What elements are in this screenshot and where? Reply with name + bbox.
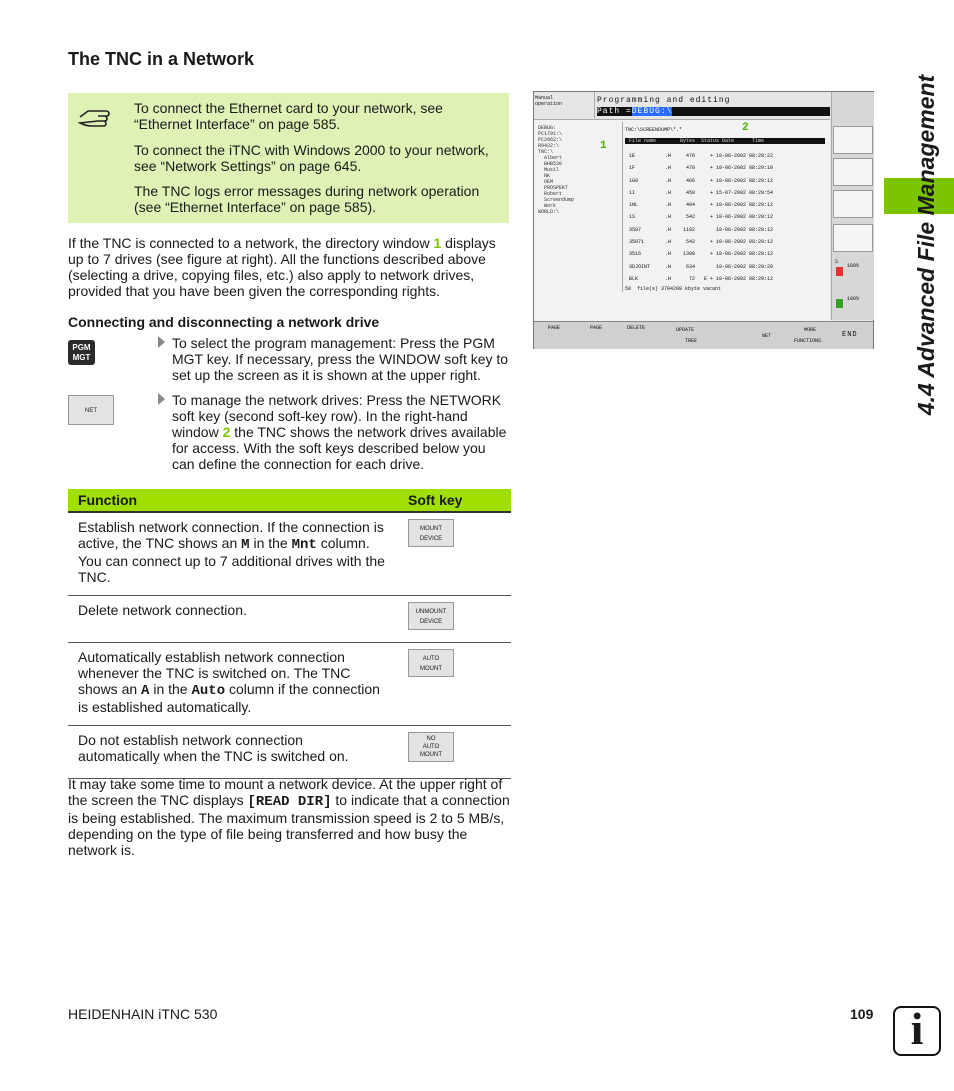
screen-label-1: 1 — [600, 140, 607, 152]
spindle-stop-icon — [836, 267, 843, 276]
column-header-function: Function — [68, 489, 398, 512]
directory-tree: DEBUG: PC1791:\ PC2062:\ R9422:\ TNC:\ Albert BHB530 Musil NK OEM PROSPEKT Robert Screendump Work WORLD:\ — [538, 125, 575, 215]
note-paragraph: To connect the iTNC with Windows 2000 to your network, see “Network Settings” on page 645. — [134, 142, 489, 174]
pointing-hand-icon — [78, 103, 112, 131]
step-arrow-icon — [158, 393, 165, 405]
column-header-softkey: Soft key — [398, 489, 511, 512]
footer-text: HEIDENHAIN iTNC 530 — [68, 1006, 218, 1022]
rapid-feed-icon — [833, 126, 873, 154]
note-paragraph: To connect the Ethernet card to your network, see “Ethernet Interface” on page 585. — [134, 100, 443, 132]
screen-label-2: 2 — [742, 122, 749, 134]
spindle-start-icon — [836, 299, 843, 308]
note-paragraph: The TNC logs error messages during network operation (see “Ethernet Interface” on page 585). — [134, 183, 480, 215]
table-row: Establish network connection. If the connection is active, the TNC shows an M in the Mnt column. You can connect up to 7 additional drives with the TNC. MOUNT DEVICE — [68, 512, 511, 596]
info-icon: i — [893, 1006, 941, 1056]
read-dir-code: [READ DIR] — [247, 794, 332, 810]
callout-2: 2 — [222, 424, 231, 440]
table-row: Delete network connection. UNMOUNT DEVICE — [68, 596, 511, 643]
unmount-device-softkey: UNMOUNT DEVICE — [408, 602, 454, 630]
file-list: 1E .H 470 + 10-06-2002 08:29:22 1F .H 470 + 10-06-2002 08:29:10 1G0 .H 466 + 10-06-2002 08:29:12 1I .H 450 + 15-07-2002 08:29:54 1NL .H 404 + 10-06-2002 08:29:12 1S .H 542 + 10-06-2002 08:29:12 3507 .H 1102 10-06-2002 08:29:12 35071 .H 542 + 10-06-2002 08:29:12 3516 .H 1308 + 10-06-2002 08:29:12 3DJOINT .H 634 10-06-2002 08:29:20 BLK .H 72 E + 10-06-2002 08:29:12 — [629, 153, 774, 282]
net-softkey: NET — [68, 395, 114, 425]
function-table — [68, 489, 511, 779]
step-arrow-icon — [158, 336, 165, 348]
note-box — [68, 93, 509, 223]
step-2: To manage the network drives: Press the NETWORK soft key (second soft-key row). In the right-hand window 2 the TNC shows the network drives available for access. With the soft keys described below you can define the connection for each drive. — [172, 392, 512, 472]
feed-icon — [833, 158, 873, 186]
page-number: 109 — [850, 1006, 874, 1022]
pgm-mgt-key: PGM MGT — [68, 340, 95, 365]
page-title: The TNC in a Network — [68, 49, 255, 69]
no-auto-mount-softkey: NO AUTO MOUNT — [408, 732, 454, 762]
auto-mount-softkey: AUTO MOUNT — [408, 649, 454, 677]
chapter-title: 4.4 Advanced File Management — [913, 74, 939, 416]
step-1: To select the program management: Press the PGM MGT key. If necessary, press the WINDOW soft key to set up the screen as it is shown at the upper right. — [172, 335, 512, 383]
callout-1: 1 — [433, 235, 442, 251]
intro-paragraph: If the TNC is connected to a network, the directory window 1 displays up to 7 drives (see figure at right). All the functions described above (selecting a drive, copying files, etc.) also apply to network drives, provided that you have been given the corresponding rights. — [68, 235, 496, 299]
table-row: Automatically establish network connection whenever the TNC is switched on. The TNC shows an A in the Auto column if the connection is established automatically. AUTO MOUNT — [68, 643, 511, 726]
coolant-icon — [833, 224, 873, 252]
section-subheading: Connecting and disconnecting a network drive — [68, 314, 380, 330]
closing-paragraph: It may take some time to mount a network device. At the upper right of the screen the TNC displays [READ DIR] to indicate that a connection is being established. The maximum transmission speed is 2 to 5 MB/s, depending on the type of file being transferred and how busy the network is. — [68, 776, 510, 858]
table-row: Do not establish network connection automatically when the TNC is switched on. NO AUTO MOUNT — [68, 726, 511, 779]
mount-device-softkey: MOUNT DEVICE — [408, 519, 454, 547]
tnc-screenshot: Manual operation Programming and editing Path =DEBUG:\ DEBUG: PC1791:\ PC2062:\ R9422:\ TNC:\ Albert BHB530 Musil NK OEM PROSPEKT Robert Screendump Work WORLD:\ 1 2 TNC:\SCREENDUMP\*.* File name Bytes Status Date Time 1E .H 470 + 10-06-2002 08:29:22 1F .H 470 + 10-06-2002 08:29:10 1G0 .H 466 + 10-06-2002 08:29:12 1I .H 450 + 15-07-2002 08:29:54 1NL .H 404 + 10-06-2002 08:29:12 1S .H 542 + 10-06-2002 08:29:12 3507 .H 1102 10-06-2002 08:29:12 35071 .H 542 + 10-06-2002 08:29:12 3516 .H 1308 + 10-06-2002 08:29:12 3DJOINT .H 634 10-06-2002 08:29:20 BLK .H 72 E + 10-06-2002 08:29:12 50 file(s) 3704208 kbyte vacant S 100% 100% PAGE PAGE DELETE UPDATE TREE NET MORE FUNCTIONS END — [533, 91, 874, 349]
